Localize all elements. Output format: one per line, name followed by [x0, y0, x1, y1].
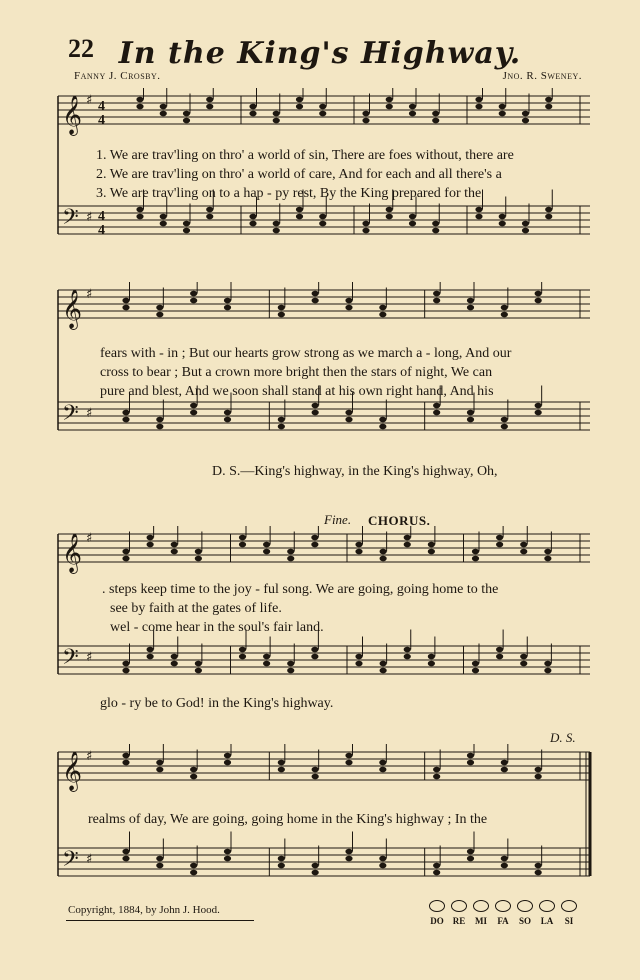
svg-text:4: 4: [98, 99, 105, 114]
ds-text-line: D. S.—King's highway, in the King's highway, Oh,: [212, 464, 498, 479]
verse-line-2: 2. We are trav'ling on thro' a world of care, And for each and all there's a: [96, 167, 502, 182]
fa-shape-icon: [495, 900, 511, 912]
solfege-mi: MI: [475, 916, 487, 926]
ds-marker: D. S.: [550, 730, 576, 745]
verse-line-10: realms of day, We are going, going home in the King's highway ; In the: [88, 812, 488, 827]
composer: Jno. R. Sweney.: [502, 70, 582, 82]
svg-text:𝄞: 𝄞: [62, 289, 83, 329]
si-shape-icon: [561, 900, 577, 912]
solfege-si: SI: [564, 916, 574, 926]
svg-text:♯: ♯: [86, 749, 93, 764]
verse-line-9: wel - come hear in the soul's fair land.: [110, 620, 324, 635]
solfege-la: LA: [540, 916, 554, 926]
verse-line-6: pure and blest, And we soon shall stand at his own right hand, And his: [100, 384, 494, 399]
svg-text:♯: ♯: [86, 93, 93, 108]
copyright-rule: [66, 920, 254, 921]
svg-text:𝄞: 𝄞: [62, 751, 83, 791]
svg-text:♯: ♯: [86, 650, 93, 665]
svg-text:♯: ♯: [86, 406, 93, 421]
verse-line-8: see by faith at the gates of life.: [110, 601, 282, 616]
copyright-notice: Copyright, 1884, by John J. Hood.: [68, 904, 220, 916]
verse-line-4: fears with - in ; But our hearts grow strong as we march a - long, And our: [100, 346, 512, 361]
page-number: 22: [68, 34, 94, 63]
solfege-so: SO: [518, 916, 531, 926]
svg-text:𝄢: 𝄢: [62, 205, 79, 235]
svg-text:𝄢: 𝄢: [62, 401, 79, 431]
svg-text:♯: ♯: [86, 287, 93, 302]
do-shape-icon: [429, 900, 445, 912]
svg-text:𝄢: 𝄢: [62, 847, 79, 877]
hymn-title: In the King's Highway.: [118, 36, 522, 71]
svg-text:♯: ♯: [86, 531, 93, 546]
music-system-3: [50, 512, 600, 722]
svg-text:♯: ♯: [86, 852, 93, 867]
svg-text:4: 4: [98, 113, 105, 128]
svg-text:𝄢: 𝄢: [62, 645, 79, 675]
svg-text:4: 4: [98, 209, 105, 224]
so-shape-icon: [517, 900, 533, 912]
solfege-fa: FA: [497, 916, 509, 926]
verse-line-7: . steps keep time to the joy - ful song. We are going, going home to the: [102, 582, 499, 597]
solfege-re: RE: [452, 916, 466, 926]
music-system-1: [50, 88, 600, 258]
svg-text:♯: ♯: [86, 210, 93, 225]
chorus-label: CHORUS.: [368, 513, 431, 528]
verse-line-5: cross to bear ; But a crown more bright then the stars of night, We can: [100, 365, 493, 380]
music-system-2: [50, 282, 600, 492]
svg-text:4: 4: [98, 223, 105, 238]
ds-text-line-2: glo - ry be to God! in the King's highway.: [100, 696, 334, 711]
lyricist: Fanny J. Crosby.: [74, 70, 161, 82]
svg-text:𝄞: 𝄞: [62, 95, 83, 135]
solfege-do: DO: [430, 916, 444, 926]
fine-marker: Fine.: [324, 512, 352, 527]
verse-line-3: 3. We are trav'ling on to a hap - py rest, By the King prepared for the: [96, 186, 482, 201]
verse-line-1: 1. We are trav'ling on thro' a world of sin, There are foes without, there are: [96, 148, 514, 163]
music-system-4: [50, 730, 600, 900]
la-shape-icon: [539, 900, 555, 912]
svg-text:𝄞: 𝄞: [62, 533, 83, 573]
mi-shape-icon: [473, 900, 489, 912]
re-shape-icon: [451, 900, 467, 912]
